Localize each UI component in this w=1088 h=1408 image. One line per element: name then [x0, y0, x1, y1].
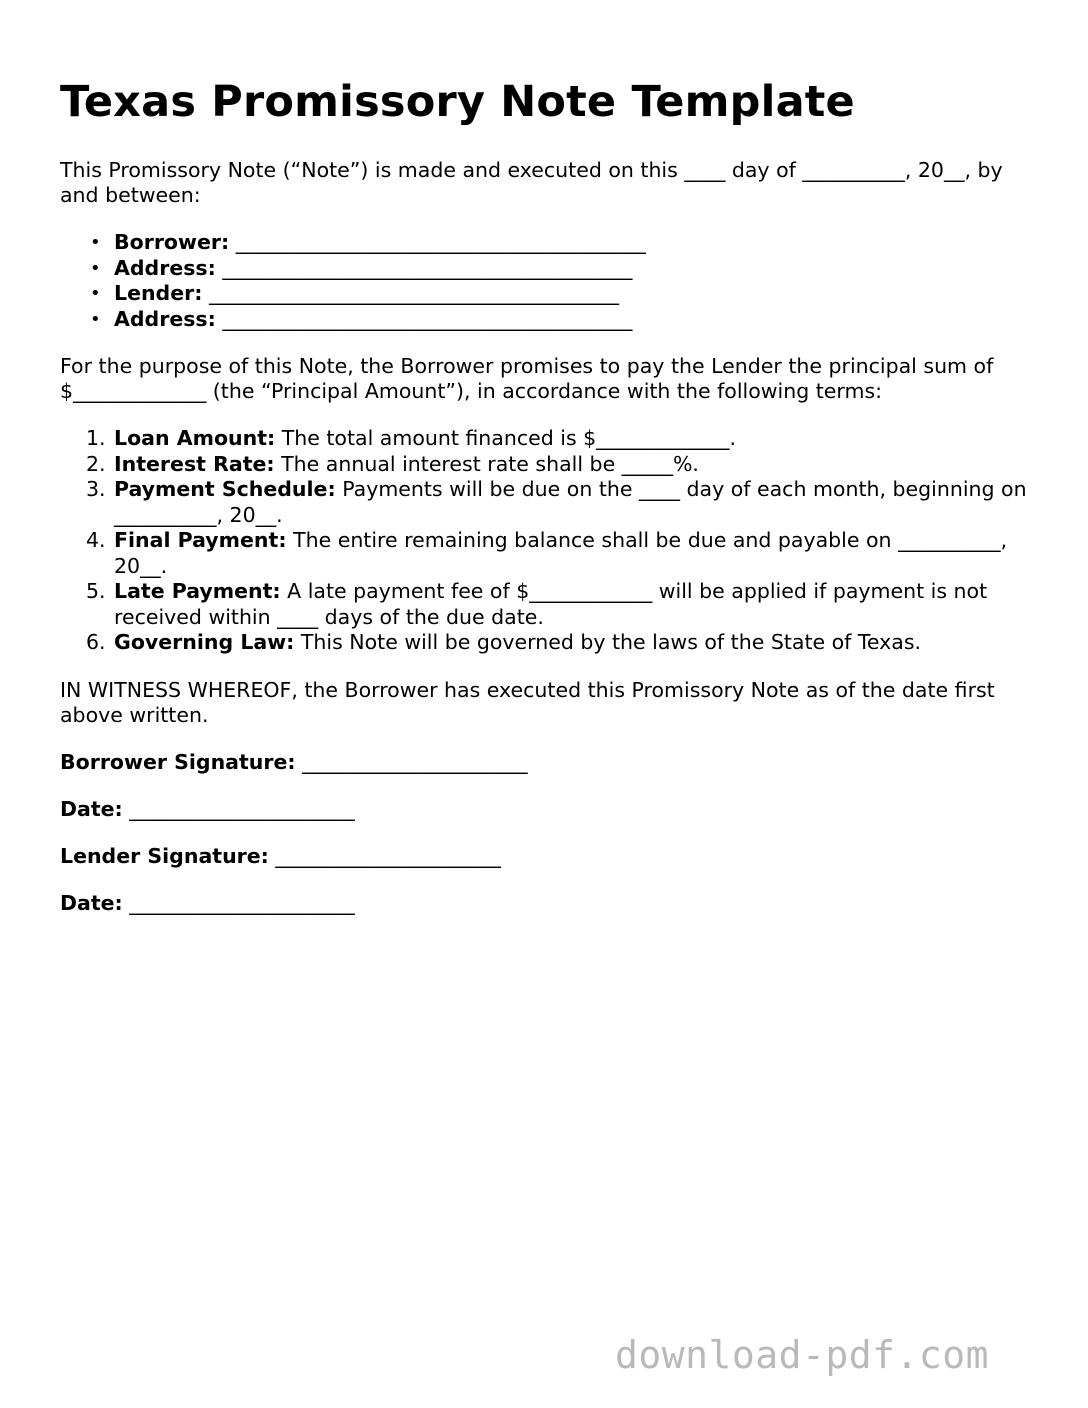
term-number: 3. — [86, 477, 106, 501]
borrower-date-line — [60, 797, 1040, 822]
party-borrower-address — [90, 256, 1040, 282]
borrower-signature-line — [60, 750, 1040, 775]
term-label: Payment Schedule: — [114, 477, 336, 501]
party-label: Address: — [114, 255, 216, 280]
party-lender — [90, 281, 1040, 307]
watermark: download-pdf.com — [615, 1333, 990, 1377]
term-number: 5. — [86, 579, 106, 603]
signature-label: Date: — [60, 796, 123, 821]
signature-label: Date: — [60, 890, 123, 915]
bullet-icon: • — [90, 232, 101, 253]
party-borrower — [90, 230, 1040, 256]
term-governing-law — [60, 630, 1040, 656]
parties-list — [60, 230, 1040, 332]
term-payment-schedule — [60, 477, 1040, 528]
bullet-icon: • — [90, 283, 101, 304]
signature-blank: ______________________ — [275, 843, 501, 868]
document-title: Texas Promissory Note Template — [60, 77, 855, 127]
signature-blank: ______________________ — [129, 890, 355, 915]
term-number: 4. — [86, 528, 106, 552]
party-label: Address: — [114, 306, 216, 331]
party-lender-address — [90, 307, 1040, 333]
document-page — [60, 0, 1040, 916]
party-blank: ________________________________________ — [222, 255, 633, 280]
term-label: Loan Amount: — [114, 426, 276, 450]
term-text: A late payment fee of $____________ will be applied if payment is not received within ____ days of the due date. — [114, 579, 988, 629]
term-label: Final Payment: — [114, 528, 287, 552]
term-late-payment — [60, 579, 1040, 630]
party-blank: ________________________________________ — [208, 281, 619, 305]
lender-signature-line — [60, 844, 1040, 869]
term-label: Late Payment: — [114, 579, 281, 603]
term-number: 2. — [86, 451, 106, 476]
term-label: Governing Law: — [114, 630, 295, 654]
bullet-icon: • — [90, 308, 101, 330]
signature-block — [60, 750, 1040, 916]
party-blank: ________________________________________ — [222, 306, 633, 331]
term-text: Payments will be due on the ____ day of each month, beginning on __________, 20__. — [114, 477, 1027, 527]
signature-blank: ______________________ — [302, 749, 528, 774]
term-text: The entire remaining balance shall be due and payable on __________, 20__. — [114, 528, 1008, 578]
terms-list — [60, 426, 1040, 656]
party-label: Borrower: — [114, 230, 230, 254]
term-text: The total amount financed is $_____________. — [281, 426, 736, 450]
term-number: 6. — [86, 630, 106, 654]
party-blank: ________________________________________ — [235, 230, 646, 254]
signature-label: Borrower Signature: — [60, 749, 296, 774]
lender-date-line — [60, 891, 1040, 916]
term-text: This Note will be governed by the laws of the State of Texas. — [300, 630, 922, 654]
term-text: The annual interest rate shall be _____%. — [281, 451, 699, 476]
term-interest-rate — [60, 452, 1040, 478]
bullet-icon: • — [90, 257, 101, 279]
signature-label: Lender Signature: — [60, 843, 269, 868]
witness-paragraph: IN WITNESS WHEREOF, the Borrower has executed this Promissory Note as of the date first above written. — [60, 677, 995, 727]
term-label: Interest Rate: — [114, 451, 275, 476]
signature-blank: ______________________ — [129, 796, 355, 821]
term-loan-amount — [60, 426, 1040, 452]
intro-paragraph: This Promissory Note (“Note”) is made and executed on this ____ day of __________, 20__, by and between: — [60, 158, 1003, 207]
term-final-payment — [60, 528, 1040, 579]
term-number: 1. — [86, 426, 106, 450]
purpose-paragraph: For the purpose of this Note, the Borrower promises to pay the Lender the principal sum of $_____________ (the “Principal Amount”), in accordance with the following terms: — [60, 354, 994, 403]
party-label: Lender: — [114, 281, 203, 305]
